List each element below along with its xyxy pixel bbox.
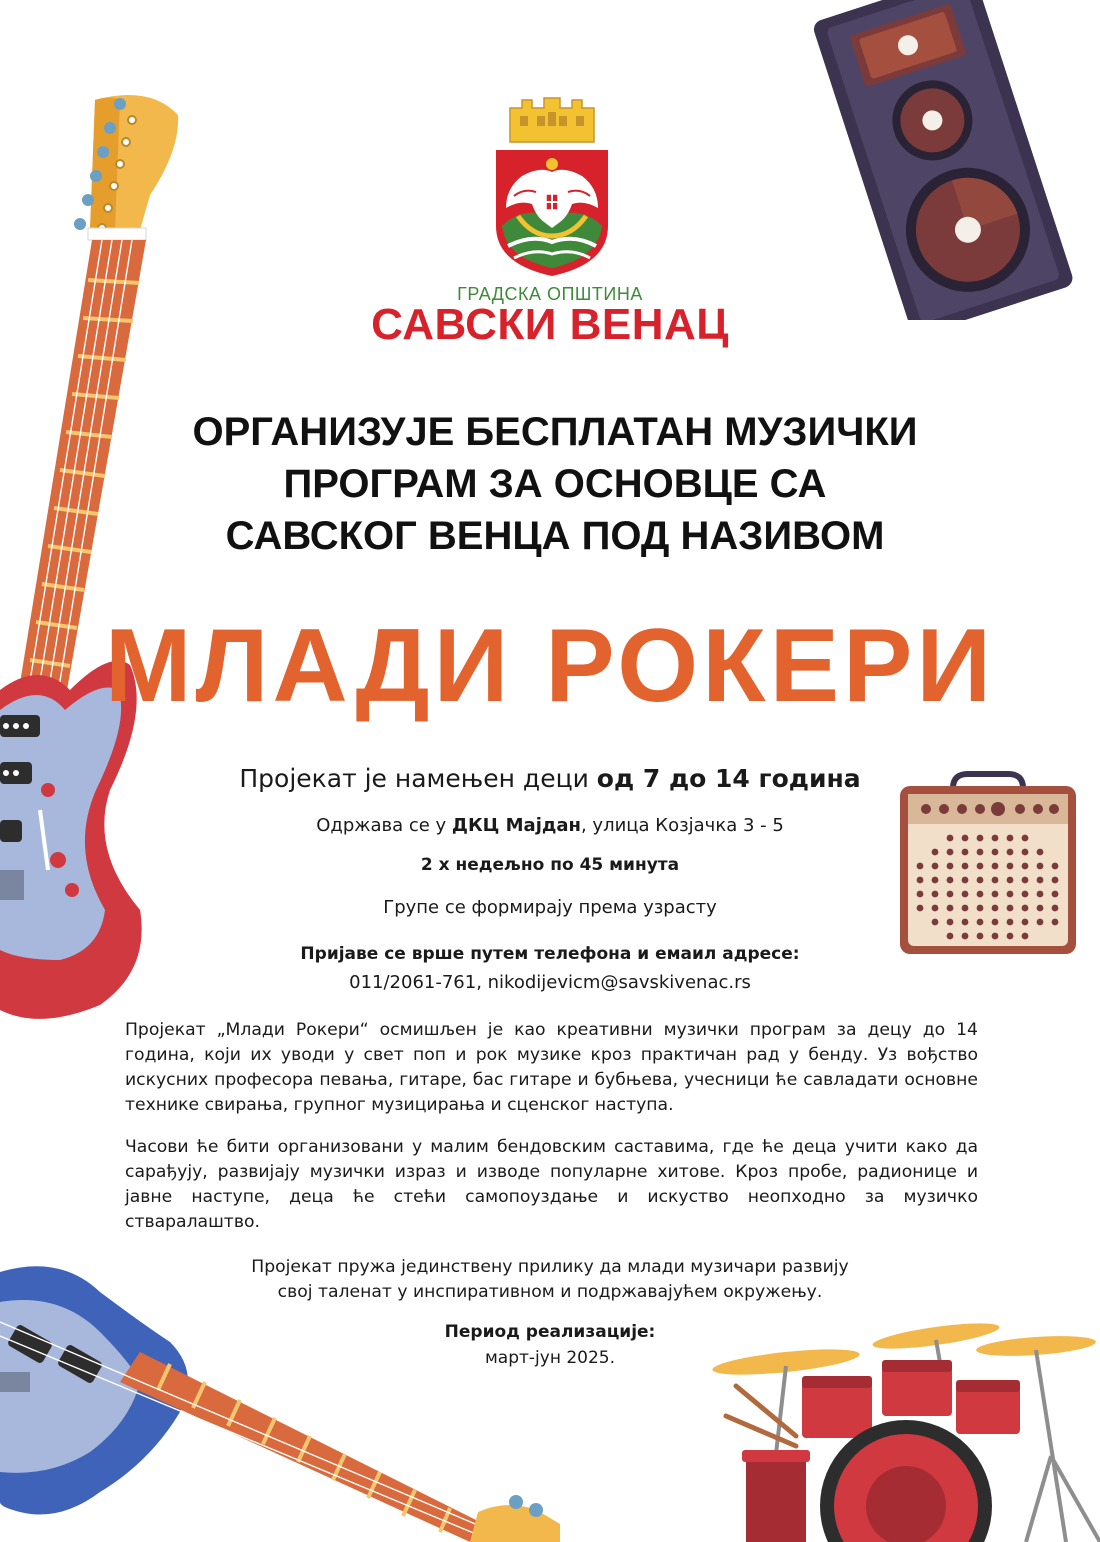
amplifier-grill-dot	[992, 835, 999, 842]
amplifier-grill-dot	[962, 919, 969, 926]
period-value: март-јун 2025.	[484, 1348, 616, 1368]
paragraph-3-line-1: Пројекат пружа јединствену прилику да млади музичари развију	[251, 1257, 849, 1277]
amplifier-grill-dot	[1037, 877, 1044, 884]
amplifier-grill-dot	[1022, 891, 1029, 898]
amplifier-grill-dot	[992, 905, 999, 912]
amplifier-grill-dot	[1052, 863, 1059, 870]
amplifier-grill-dot	[992, 849, 999, 856]
amplifier-grill-dot	[947, 891, 954, 898]
amplifier-grill-dot	[1037, 849, 1044, 856]
period-label: Период реализације:	[444, 1322, 656, 1342]
amplifier-grill-dot	[1022, 877, 1029, 884]
groups-info: Групе се формирају према узрасту	[383, 897, 717, 918]
headline-line-2: ПРОГРАМ ЗА ОСНОВЦЕ СА	[283, 462, 827, 506]
age-info	[180, 764, 920, 793]
speaker-icon	[800, 0, 1080, 320]
amplifier-grill-dot	[917, 905, 924, 912]
amplifier-grill-dot	[977, 905, 984, 912]
amplifier-grill-dot	[1007, 905, 1014, 912]
venue-prefix: Одржава се у	[316, 815, 452, 836]
signup-label: Пријаве се врше путем телефона и емаил адресе:	[300, 944, 800, 964]
amplifier-grill-dot	[1052, 919, 1059, 926]
amplifier-grill-dot	[1052, 877, 1059, 884]
organization-name: САВСКИ ВЕНАЦ	[371, 300, 729, 349]
headline-line-3: САВСКОГ ВЕНЦА ПОД НАЗИВОМ	[225, 514, 885, 558]
paragraph-3-line-2: свој таленат у инспиративном и подржавајућем окружењу.	[277, 1282, 823, 1302]
amplifier-grill-dot	[992, 877, 999, 884]
amplifier-grill-dot	[977, 835, 984, 842]
amplifier-grill-dot	[947, 933, 954, 940]
amplifier-grill-dot	[917, 891, 924, 898]
municipal-crest-icon	[492, 96, 612, 278]
organization-subtitle: ГРАДСКА ОПШТИНА	[457, 284, 643, 304]
venue-info	[180, 815, 920, 836]
amplifier-grill-dot	[962, 933, 969, 940]
amplifier-grill-dot	[917, 877, 924, 884]
program-title: МЛАДИ РОКЕРИ	[104, 608, 996, 724]
amplifier-grill-dot	[962, 877, 969, 884]
amplifier-grill-dot	[977, 891, 984, 898]
amplifier-grill-dot	[947, 905, 954, 912]
amplifier-grill-dot	[1037, 863, 1044, 870]
amplifier-grill-dot	[947, 835, 954, 842]
amplifier-grill-dot	[1022, 919, 1029, 926]
age-range: од 7 до 14 година	[596, 764, 861, 793]
amplifier-grill-dot	[962, 905, 969, 912]
amplifier-grill-dot	[1007, 933, 1014, 940]
venue-address: , улица Козјачка 3 - 5	[580, 815, 784, 836]
amplifier-grill-dot	[932, 849, 939, 856]
amplifier-grill-dot	[947, 877, 954, 884]
amplifier-grill-dot	[932, 905, 939, 912]
amplifier-grill-dot	[962, 849, 969, 856]
amplifier-grill-dot	[992, 863, 999, 870]
amplifier-grill-dot	[1007, 877, 1014, 884]
amplifier-grill-dot	[1022, 863, 1029, 870]
amplifier-grill-dot	[947, 919, 954, 926]
venue-name: ДКЦ Мајдан	[451, 815, 581, 836]
amplifier-grill-dot	[932, 877, 939, 884]
amplifier-grill-dot	[1052, 891, 1059, 898]
headline	[120, 406, 990, 562]
drum-kit-icon	[706, 1306, 1100, 1542]
amplifier-grill-dot	[962, 863, 969, 870]
amplifier-grill-dot	[947, 863, 954, 870]
amplifier-grill-dot	[947, 849, 954, 856]
amplifier-grill-dot	[992, 891, 999, 898]
age-prefix: Пројекат је намењен деци	[239, 764, 597, 793]
amplifier-grill-dot	[1052, 905, 1059, 912]
description-paragraph-2: Часови ће бити организовани у малим бендовским саставима, где ће деца учити како да сарађују, развијају музички израз и изводе популарне хитове. Кроз пробе, радионице и јавне наступе, деца ће стећи самопоуздање и искуство неопходно за музичко стваралаштво.	[125, 1137, 978, 1232]
amplifier-grill-dot	[962, 835, 969, 842]
amplifier-grill-dot	[977, 849, 984, 856]
schedule-info: 2 х недељно по 45 минута	[420, 855, 680, 875]
amplifier-grill-dot	[1022, 835, 1029, 842]
amplifier-grill-dot	[962, 891, 969, 898]
amplifier-grill-dot	[1037, 905, 1044, 912]
amplifier-grill-dot	[932, 919, 939, 926]
headline-line-1: ОРГАНИЗУЈЕ БЕСПЛАТАН МУЗИЧКИ	[192, 410, 918, 454]
amplifier-grill-dot	[992, 933, 999, 940]
amplifier-grill-dot	[932, 863, 939, 870]
description-paragraph-1: Пројекат „Млади Рокери“ осмишљен је као креативни музички програм за децу до 14 година, који их уводи у свет поп и рок музике кроз практичан рад у бенду. Уз вођство искусних професора певања, гитаре, бас гитаре и бубњева, учесници ће савладати основне технике свирања, групног музицирања и сценског наступа.	[125, 1020, 978, 1115]
amplifier-grill-dot	[977, 863, 984, 870]
amplifier-grill-dot	[977, 919, 984, 926]
amplifier-grill-dot	[977, 877, 984, 884]
amplifier-grill-dot	[1037, 919, 1044, 926]
amplifier-grill-dot	[1007, 849, 1014, 856]
amplifier-grill-dot	[917, 863, 924, 870]
amplifier-icon	[898, 768, 1078, 958]
amplifier-grill-dot	[1007, 919, 1014, 926]
amplifier-grill-dot	[1022, 905, 1029, 912]
amplifier-grill-dot	[1022, 933, 1029, 940]
amplifier-grill-dot	[1007, 891, 1014, 898]
amplifier-grill-dot	[977, 933, 984, 940]
bass-guitar-icon	[0, 1262, 560, 1542]
amplifier-grill-dot	[992, 919, 999, 926]
amplifier-grill-dot	[1007, 835, 1014, 842]
amplifier-grill-dot	[932, 891, 939, 898]
amplifier-grill-dot	[1007, 863, 1014, 870]
amplifier-grill-dot	[1022, 849, 1029, 856]
signup-contacts: 011/2061-761, nikodijevicm@savskivenac.rs	[349, 972, 751, 993]
amplifier-grill-dot	[1037, 891, 1044, 898]
